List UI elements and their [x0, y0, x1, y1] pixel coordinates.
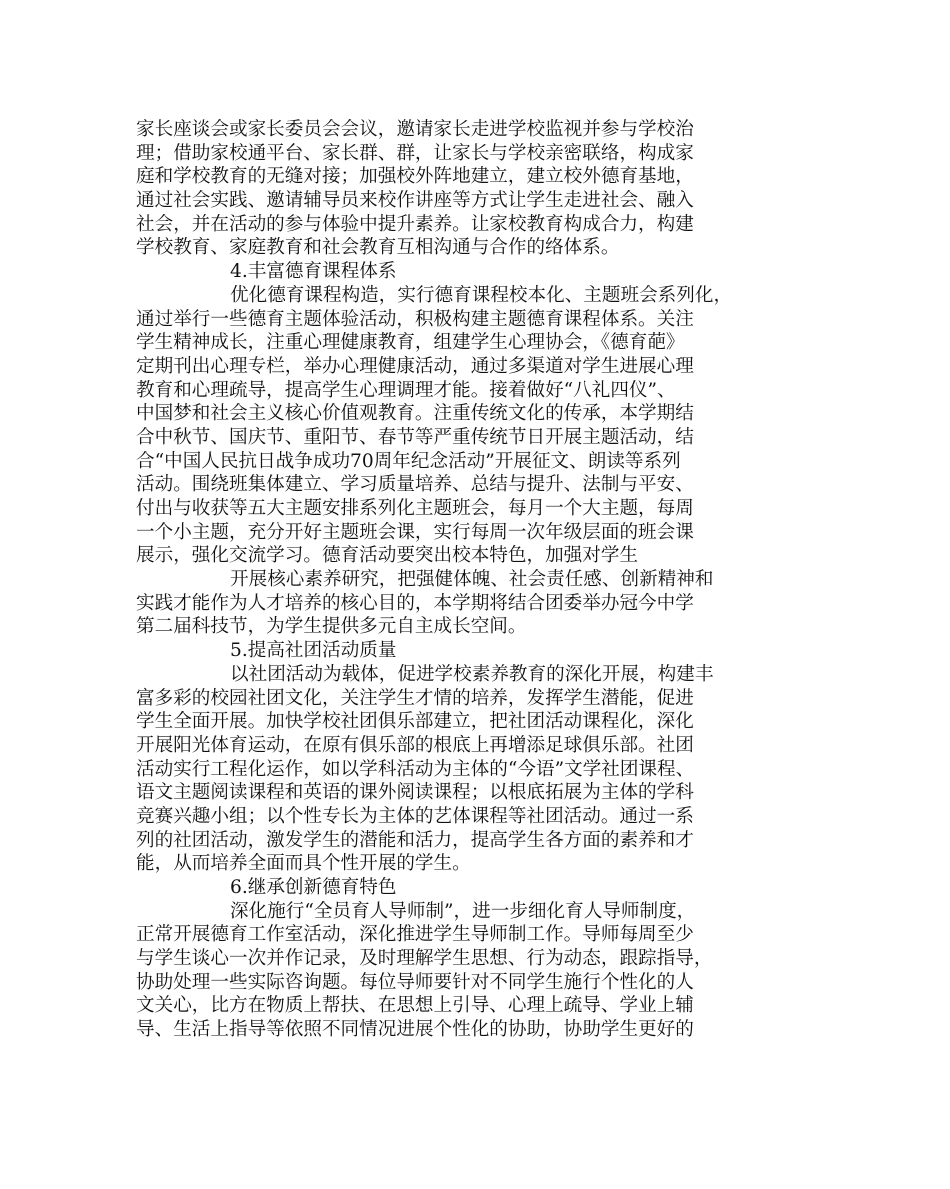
- text-line: 学生全面开展。加快学校社团俱乐部建立，把社团活动课程化，深化: [136, 711, 694, 733]
- text-line: 学生精神成长，注重心理健康教育，组建学生心理协会，《德育葩》: [136, 332, 685, 354]
- text-line: 能，从而培养全面而具个性开展的学生。: [136, 853, 471, 875]
- text-line: 竞赛兴趣小组；以个性专长为主体的艺体课程等社团活动。通过一系: [136, 805, 694, 827]
- text-line: 家长座谈会或家长委员会会议，邀请家长走进学校监视并参与学校治: [136, 119, 694, 140]
- text-line: 活动实行工程化运作，如以学科活动为主体的“今语”文学社团课程、: [136, 758, 695, 780]
- text-line: 合“中国人民抗日战争成功70周年纪念活动”开展征文、朗读等系列: [136, 450, 681, 472]
- text-line: 导、生活上指导等依照不同情况进展个性化的协助，协助学生更好的: [136, 1019, 694, 1041]
- text-line: 文关心，比方在物质上帮扶、在思想上引导、心理上疏导、学业上辅: [136, 995, 694, 1017]
- text-line: 开展阳光体育运动，在原有俱乐部的根底上再增添足球俱乐部。社团: [136, 734, 694, 756]
- text-line: 以社团活动为载体，促进学校素养教育的深化开展，构建丰: [230, 663, 714, 685]
- text-line: 社会，并在活动的参与体验中提升素养。让家校教育构成合力，构建: [136, 213, 694, 235]
- text-line: 一个小主题，充分开好主题班会课，实行每周一次年级层面的班会课: [136, 521, 694, 543]
- text-line: 实践才能作为人才培养的核心目的，本学期将结合团委举办冠今中学: [136, 592, 694, 614]
- text-line: 正常开展德育工作室活动，深化推进学生导师制工作。导师每周至少: [136, 924, 694, 946]
- text-line: 深化施行“全员育人导师制”，进一步细化育人导师制度，: [230, 900, 696, 922]
- text-line: 优化德育课程构造，实行德育课程校本化、主题班会系列化，: [230, 284, 733, 306]
- text-line: 理；借助家校通平台、家长群、群，让家长与学校亲密联络，构成家: [136, 142, 694, 164]
- text-line: 与学生谈心一次并作记录，及时理解学生思想、行为动态，跟踪指导，: [136, 948, 713, 970]
- text-line: 语文主题阅读课程和英语的课外阅读课程；以根底拓展为主体的学科: [136, 782, 694, 804]
- text-line: 6.继承创新德育特色: [230, 877, 397, 898]
- text-line: 列的社团活动，激发学生的潜能和活力，提高学生各方面的素养和才: [136, 829, 694, 851]
- text-line: 4.丰富德育课程体系: [230, 261, 397, 283]
- text-line: 展示，强化交流学习。德育活动要突出校本特色，加强对学生: [136, 545, 639, 567]
- text-line: 富多彩的校园社团文化，关注学生才情的培养，发挥学生潜能，促进: [136, 687, 694, 709]
- text-line: 通过举行一些德育主题体验活动，积极构建主题德育课程体系。关注: [136, 308, 694, 330]
- text-line: 协助处理一些实际咨询题。每位导师要针对不同学生施行个性化的人: [136, 971, 694, 993]
- text-line: 学校教育、家庭教育和社会教育互相沟通与合作的络体系。: [136, 237, 620, 259]
- text-line: 付出与收获等五大主题安排系列化主题班会，每月一个大主题，每周: [136, 498, 694, 519]
- text-line: 教育和心理疏导，提高学生心理调理才能。接着做好“八礼四仪”、: [136, 379, 676, 401]
- text-line: 开展核心素养研究，把强健体魄、社会责任感、创新精神和: [230, 569, 714, 591]
- text-line: 5.提高社团活动质量: [230, 640, 397, 662]
- document-body: [136, 118, 816, 1042]
- text-line: 通过社会实践、邀请辅导员来校作讲座等方式让学生走进社会、融入: [136, 190, 694, 212]
- text-line: 活动。围绕班集体建立、学习质量培养、总结与提升、法制与平安、: [136, 474, 694, 496]
- text-line: 合中秋节、国庆节、重阳节、春节等严重传统节日开展主题活动，结: [136, 426, 694, 448]
- text-line: 庭和学校教育的无缝对接；加强校外阵地建立，建立校外德育基地，: [136, 166, 694, 188]
- text-line: 第二届科技节，为学生提供多元自主成长空间。: [136, 616, 527, 638]
- text-line: 中国梦和社会主义核心价值观教育。注重传统文化的传承，本学期结: [136, 403, 694, 425]
- text-line: 定期刊出心理专栏，举办心理健康活动，通过多渠道对学生进展心理: [136, 355, 694, 377]
